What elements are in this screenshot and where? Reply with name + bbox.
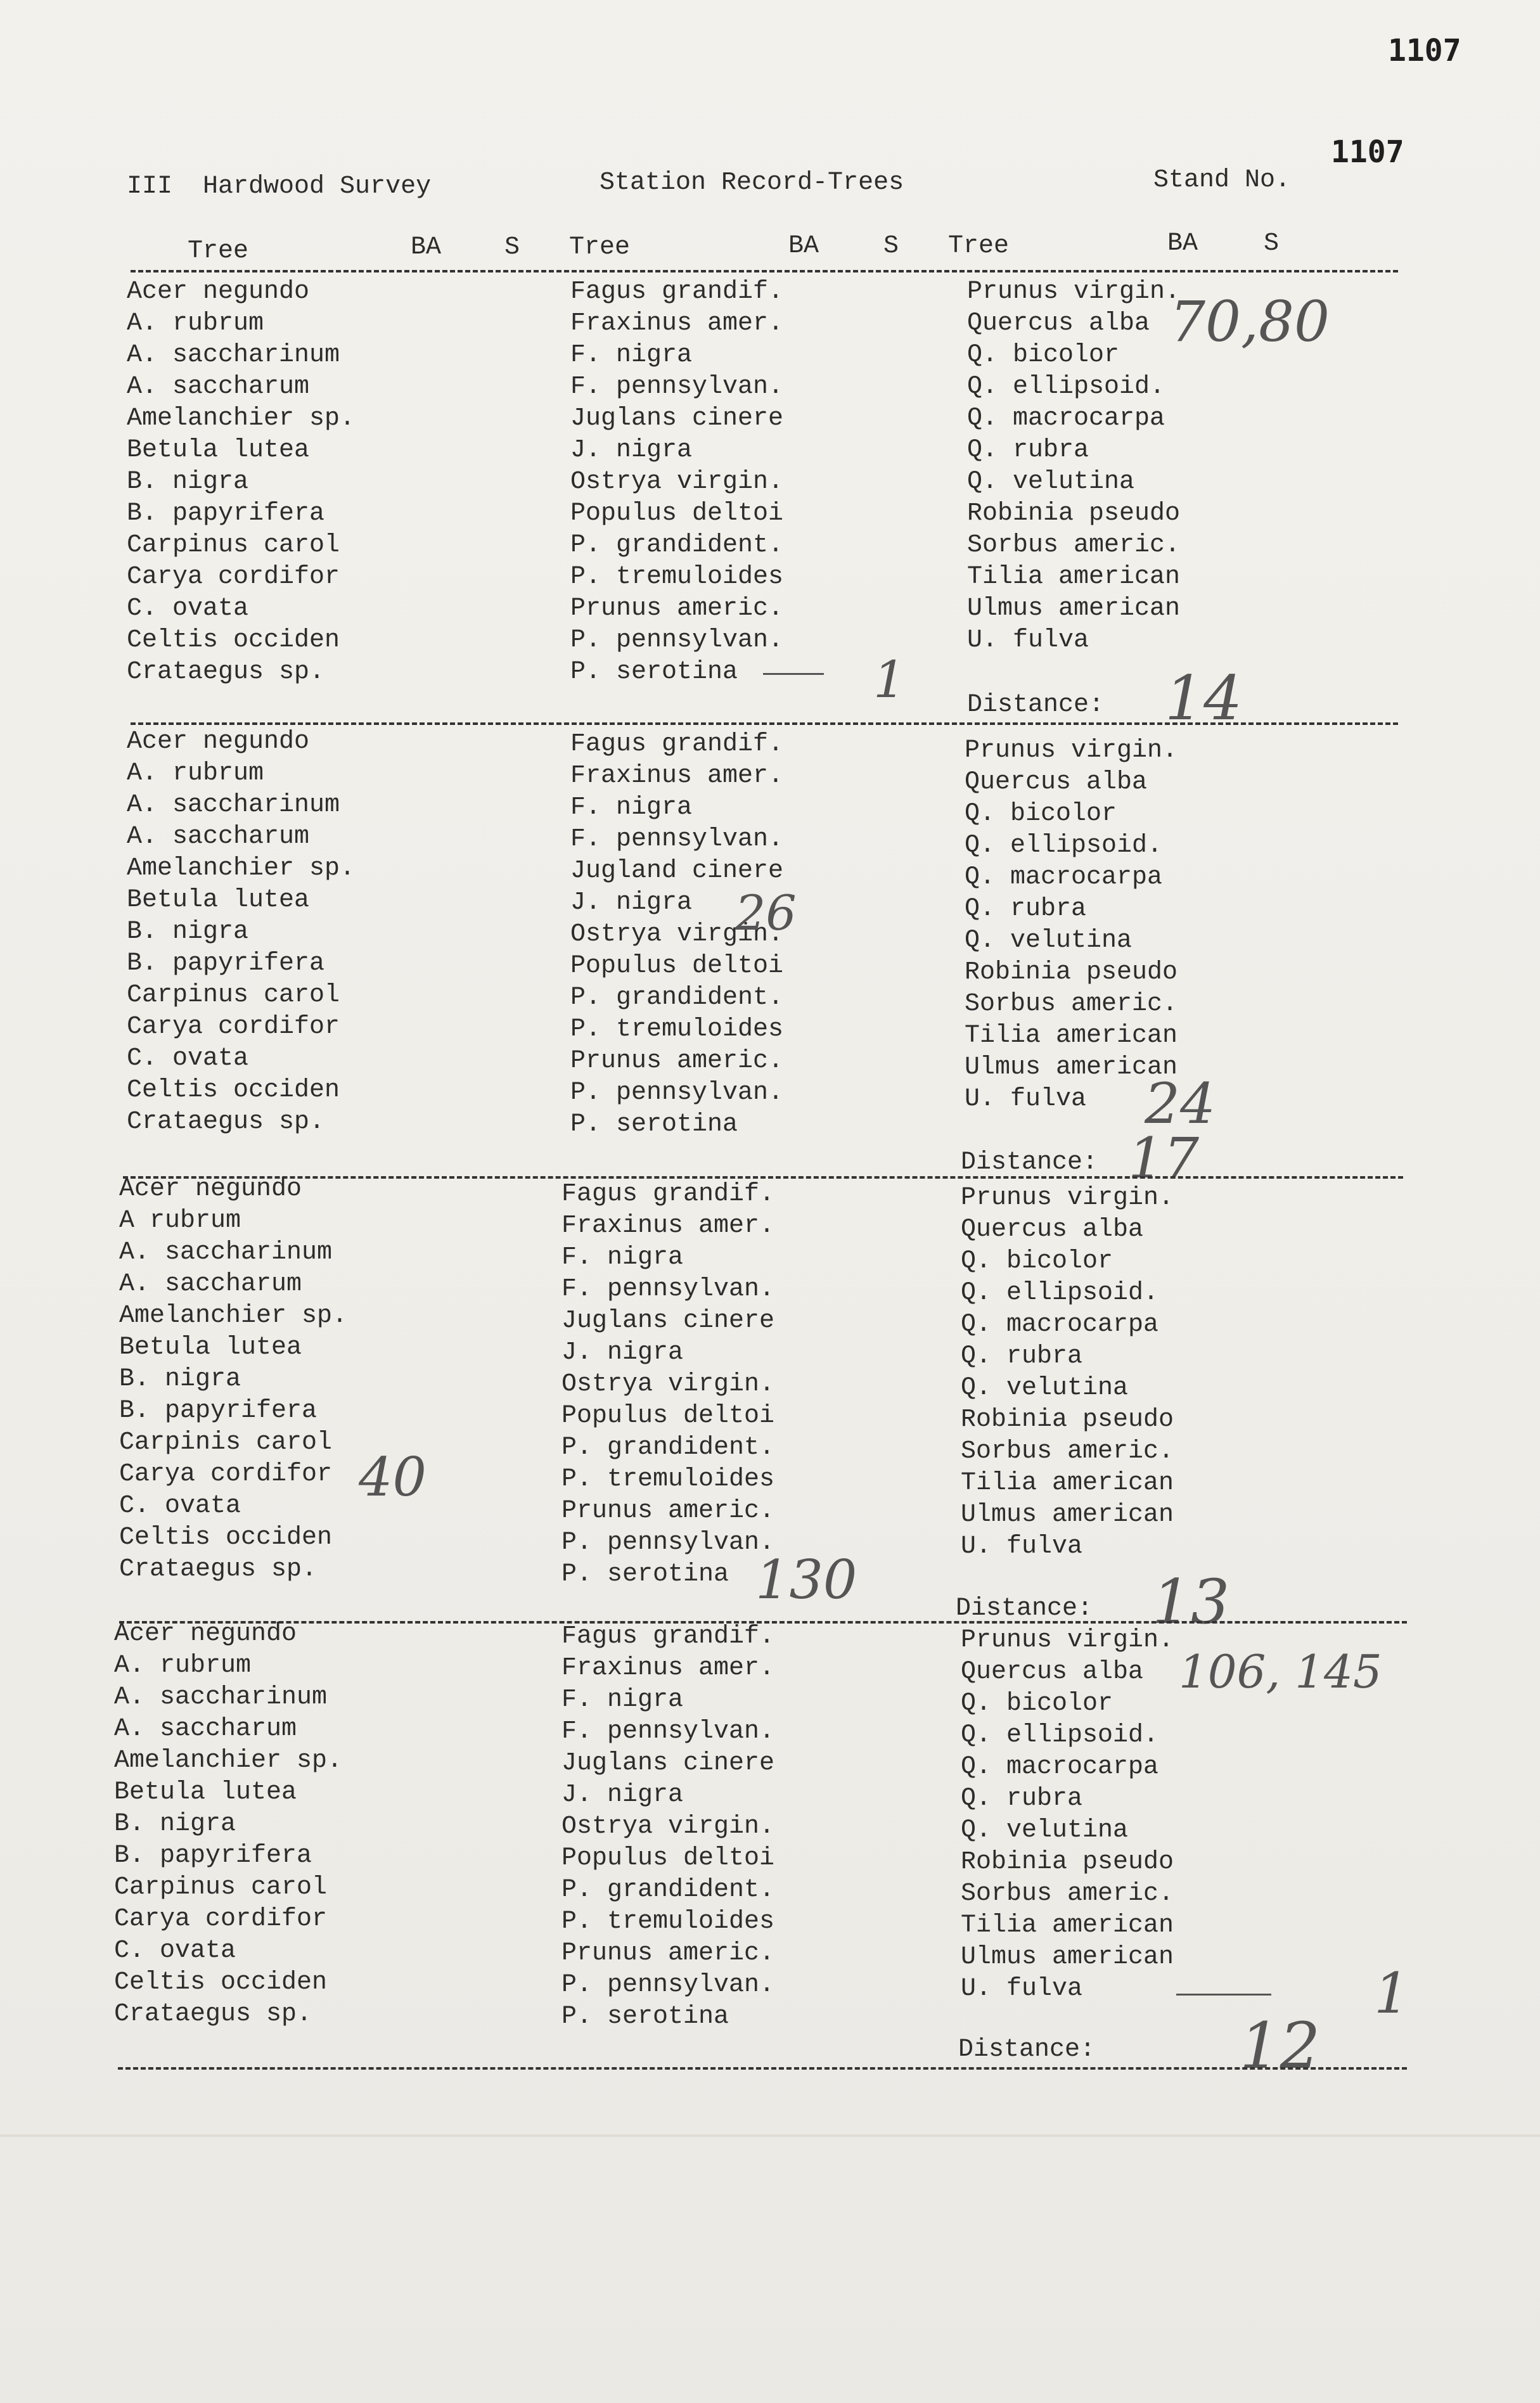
handwritten-ba-value: 70,80 — [1170, 289, 1330, 354]
species-entry: Ostrya virgin. — [561, 1370, 775, 1399]
species-entry: P. tremuloides — [570, 1015, 784, 1044]
species-entry: A. rubrum — [127, 309, 264, 338]
col1-ba-header: BA — [411, 233, 442, 262]
species-entry: C. ovata — [127, 1044, 249, 1073]
species-entry: Populus deltoi — [561, 1402, 775, 1430]
species-entry: Tilia american — [961, 1911, 1174, 1940]
handwritten-ba-value: 26 — [735, 885, 797, 941]
species-entry: Ulmus american — [965, 1053, 1178, 1082]
species-entry: P. serotina — [561, 1560, 729, 1589]
species-entry: Q. rubra — [961, 1785, 1083, 1813]
species-entry: Celtis occiden — [127, 1076, 340, 1105]
col2-s-header: S — [883, 232, 899, 260]
species-entry: Jugland cinere — [570, 857, 784, 885]
species-entry: P. pennsylvan. — [561, 1971, 775, 1999]
species-entry: A. rubrum — [127, 759, 264, 788]
species-entry: P. tremuloides — [570, 563, 784, 591]
species-entry: Amelanchier sp. — [114, 1746, 343, 1775]
species-entry: Sorbus americ. — [961, 1880, 1174, 1908]
species-entry: Prunus virgin. — [961, 1626, 1174, 1655]
station-1-distance-label: Distance: — [967, 691, 1105, 719]
species-entry: F. pennsylvan. — [561, 1717, 775, 1746]
handwritten-stroke — [1176, 1994, 1271, 1996]
species-entry: Robinia pseudo — [965, 958, 1178, 987]
species-entry: Crataegus sp. — [119, 1555, 318, 1584]
station-4-col3 — [961, 1625, 1174, 2005]
species-entry: Carya cordifor — [127, 1013, 340, 1041]
species-entry: Juglans cinere — [570, 404, 784, 433]
species-entry: Tilia american — [961, 1469, 1174, 1497]
station-4-col2 — [561, 1621, 774, 2033]
species-entry: J. nigra — [561, 1781, 684, 1809]
species-entry: Q. rubra — [961, 1342, 1083, 1371]
station-1-col2 — [570, 276, 783, 688]
species-entry: Amelanchier sp. — [127, 854, 356, 883]
station-3-distance-value: 13 — [1152, 1567, 1230, 1637]
station-1-col3 — [967, 276, 1180, 657]
species-entry: P. serotina — [561, 2003, 729, 2031]
species-entry: B. papyrifera — [127, 949, 325, 978]
species-entry: Carpinus carol — [127, 531, 340, 560]
header-divider — [131, 270, 1398, 272]
species-entry: Q. ellipsoid. — [965, 831, 1163, 860]
species-entry: C. ovata — [127, 594, 249, 623]
species-entry: Betula lutea — [114, 1778, 297, 1807]
handwritten-s-value: 1 — [1374, 1961, 1409, 2026]
species-entry: Carya cordifor — [127, 563, 340, 591]
species-entry: P. serotina — [570, 1110, 738, 1139]
species-entry: Ostrya virgin. — [570, 468, 784, 496]
species-entry: Prunus americ. — [561, 1939, 775, 1968]
species-entry: B. nigra — [114, 1810, 236, 1838]
species-entry: Juglans cinere — [561, 1307, 775, 1335]
species-entry: Fraxinus amer. — [561, 1212, 775, 1240]
species-entry: Ulmus american — [967, 594, 1181, 623]
species-entry: P. tremuloides — [561, 1465, 775, 1494]
species-entry: Populus deltoi — [561, 1844, 775, 1873]
species-entry: P. pennsylvan. — [570, 1079, 784, 1107]
stand-number-stamp: 1107 — [1331, 134, 1404, 170]
species-entry: F. nigra — [570, 341, 693, 369]
species-entry: F. pennsylvan. — [561, 1275, 775, 1304]
species-entry: Betula lutea — [127, 886, 310, 914]
species-entry: Prunus virgin. — [965, 736, 1178, 765]
station-4-distance-label: Distance: — [958, 2035, 1096, 2064]
species-entry: Q. bicolor — [961, 1247, 1113, 1276]
species-entry: Fagus grandif. — [570, 278, 784, 306]
handwritten-stroke — [763, 673, 824, 675]
species-entry: A. saccharinum — [127, 341, 340, 369]
col1-s-header: S — [504, 233, 520, 262]
species-entry: Celtis occiden — [114, 1968, 328, 1997]
species-entry: Q. velutina — [965, 926, 1133, 955]
handwritten-ba-value: 40 — [359, 1446, 427, 1508]
species-entry: Prunus virgin. — [961, 1184, 1174, 1212]
species-entry: B. nigra — [127, 918, 249, 946]
species-entry: Crataegus sp. — [114, 2000, 312, 2028]
species-entry: Crataegus sp. — [127, 1108, 325, 1136]
species-entry: Q. bicolor — [965, 800, 1117, 828]
stand-label: Stand No. — [1153, 166, 1291, 195]
col3-ba-header: BA — [1167, 229, 1198, 258]
species-entry: Carpinis carol — [119, 1428, 333, 1457]
handwritten-ba-value: 106, 145 — [1179, 1645, 1382, 1698]
species-entry: Q. macrocarpa — [967, 404, 1165, 433]
species-entry: Sorbus americ. — [965, 990, 1178, 1018]
species-entry: Prunus virgin. — [967, 278, 1181, 306]
species-entry: Q. velutina — [967, 468, 1135, 496]
species-entry: Betula lutea — [127, 436, 310, 465]
species-entry: Acer negundo — [114, 1620, 297, 1648]
species-entry: A. saccharum — [127, 823, 310, 851]
species-entry: Celtis occiden — [119, 1523, 333, 1552]
species-entry: A. saccharum — [119, 1270, 302, 1298]
station-4-col1 — [114, 1618, 342, 2030]
col2-tree-header: Tree — [569, 233, 631, 262]
species-entry: F. nigra — [561, 1243, 684, 1272]
station-divider — [118, 2067, 1407, 2070]
survey-title: III Hardwood Survey — [127, 172, 432, 201]
species-entry: A. saccharinum — [127, 791, 340, 819]
species-entry: P. tremuloides — [561, 1907, 775, 1936]
species-entry: F. pennsylvan. — [570, 825, 784, 854]
species-entry: A. saccharinum — [119, 1238, 333, 1267]
species-entry: Fraxinus amer. — [561, 1654, 775, 1682]
species-entry: Q. bicolor — [961, 1689, 1113, 1718]
species-entry: P. grandident. — [570, 984, 784, 1012]
species-entry: Prunus americ. — [561, 1497, 775, 1525]
species-entry: F. nigra — [570, 793, 693, 822]
species-entry: Fagus grandif. — [561, 1622, 775, 1651]
species-entry: U. fulva — [961, 1532, 1083, 1561]
species-entry: Acer negundo — [119, 1175, 302, 1203]
species-entry: Q. rubra — [967, 436, 1089, 465]
species-entry: A. saccharum — [127, 373, 310, 401]
species-entry: A. rubrum — [114, 1651, 252, 1680]
species-entry: Celtis occiden — [127, 626, 340, 655]
species-entry: Robinia pseudo — [961, 1848, 1174, 1876]
species-entry: Q. macrocarpa — [965, 863, 1163, 892]
species-entry: Carpinus carol — [127, 981, 340, 1009]
species-entry: Populus deltoi — [570, 952, 784, 980]
species-entry: Robinia pseudo — [967, 499, 1181, 528]
species-entry: Q. ellipsoid. — [967, 373, 1165, 401]
species-entry: Quercus alba — [967, 309, 1150, 338]
species-entry: B. papyrifera — [127, 499, 325, 528]
species-entry: Q. velutina — [961, 1816, 1129, 1845]
station-3-col1 — [119, 1174, 347, 1586]
station-2-col3 — [965, 735, 1177, 1115]
species-entry: A rubrum — [119, 1207, 241, 1235]
species-entry: Ulmus american — [961, 1501, 1174, 1529]
species-entry: Carya cordifor — [114, 1905, 328, 1933]
species-entry: Carpinus carol — [114, 1873, 328, 1902]
species-entry: Carya cordifor — [119, 1460, 333, 1489]
species-entry: Tilia american — [967, 563, 1181, 591]
handwritten-ba-value: 24 — [1145, 1071, 1216, 1136]
species-entry: Q. macrocarpa — [961, 1753, 1159, 1781]
species-entry: Q. bicolor — [967, 341, 1120, 369]
station-divider — [131, 722, 1398, 725]
station-3-col3 — [961, 1182, 1174, 1563]
species-entry: Robinia pseudo — [961, 1406, 1174, 1434]
species-entry: Ostrya virgin. — [561, 1812, 775, 1841]
species-entry: Q. ellipsoid. — [961, 1279, 1159, 1307]
species-entry: Fraxinus amer. — [570, 309, 784, 338]
station-3-col2 — [561, 1179, 774, 1591]
species-entry: Fraxinus amer. — [570, 762, 784, 790]
species-entry: C. ovata — [114, 1937, 236, 1965]
station-4-distance-value: 12 — [1240, 2009, 1321, 2083]
species-entry: Acer negundo — [127, 727, 310, 756]
species-entry: Ostrya virgin. — [570, 920, 784, 949]
species-entry: Tilia american — [965, 1022, 1178, 1050]
handwritten-ba-value: 130 — [755, 1549, 857, 1611]
species-entry: B. papyrifera — [114, 1842, 312, 1870]
species-entry: Quercus alba — [965, 768, 1148, 797]
species-entry: Quercus alba — [961, 1215, 1144, 1244]
species-entry: P. pennsylvan. — [561, 1528, 775, 1557]
station-1-distance-value: 14 — [1165, 663, 1243, 734]
species-entry: Q. velutina — [961, 1374, 1129, 1402]
species-entry: Prunus americ. — [570, 1047, 784, 1075]
species-entry: A. saccharinum — [114, 1683, 328, 1712]
station-2-distance-label: Distance: — [961, 1148, 1098, 1177]
species-entry: Fagus grandif. — [561, 1180, 775, 1208]
species-entry: U. fulva — [967, 626, 1089, 655]
species-entry: Juglans cinere — [561, 1749, 775, 1778]
species-entry: Fagus grandif. — [570, 730, 784, 759]
species-entry: J. nigra — [570, 436, 693, 465]
species-entry: Populus deltoi — [570, 499, 784, 528]
species-entry: P. serotina — [570, 658, 738, 686]
species-entry: Q. ellipsoid. — [961, 1721, 1159, 1750]
species-entry: F. nigra — [561, 1686, 684, 1714]
col3-s-header: S — [1264, 229, 1280, 258]
species-entry: B. nigra — [119, 1365, 241, 1394]
species-entry: A. saccharum — [114, 1715, 297, 1743]
station-2-distance-value: 17 — [1128, 1125, 1199, 1191]
col3-tree-header: Tree — [948, 232, 1010, 260]
species-entry: P. grandident. — [570, 531, 784, 560]
species-entry: P. pennsylvan. — [570, 626, 784, 655]
species-entry: Amelanchier sp. — [119, 1302, 348, 1330]
species-entry: U. fulva — [965, 1085, 1087, 1113]
species-entry: U. fulva — [961, 1975, 1083, 2003]
species-entry: Quercus alba — [961, 1658, 1144, 1686]
species-entry: C. ovata — [119, 1492, 241, 1520]
species-entry: Betula lutea — [119, 1333, 302, 1362]
species-entry: Acer negundo — [127, 278, 310, 306]
stamp-number-top: 1107 — [1388, 33, 1461, 68]
species-entry: P. grandident. — [561, 1433, 775, 1462]
station-2-col1 — [127, 726, 355, 1138]
species-entry: Q. rubra — [965, 895, 1087, 923]
species-entry: F. pennsylvan. — [570, 373, 784, 401]
species-entry: B. papyrifera — [119, 1397, 318, 1425]
species-entry: Prunus americ. — [570, 594, 784, 623]
species-entry: Crataegus sp. — [127, 658, 325, 686]
species-entry: Amelanchier sp. — [127, 404, 356, 433]
species-entry: Sorbus americ. — [967, 531, 1181, 560]
handwritten-s-value: 1 — [873, 650, 906, 709]
station-1-col1 — [127, 276, 355, 688]
species-entry: J. nigra — [570, 888, 693, 917]
paper-fold-line — [0, 2134, 1540, 2137]
species-entry: Sorbus americ. — [961, 1437, 1174, 1466]
species-entry: Q. macrocarpa — [961, 1310, 1159, 1339]
form-title: Station Record-Trees — [600, 169, 904, 197]
col2-ba-header: BA — [788, 232, 819, 260]
species-entry: B. nigra — [127, 468, 249, 496]
station-3-distance-label: Distance: — [956, 1594, 1093, 1623]
col1-tree-header: Tree — [188, 237, 249, 266]
species-entry: P. grandident. — [561, 1876, 775, 1904]
species-entry: Ulmus american — [961, 1943, 1174, 1971]
species-entry: J. nigra — [561, 1338, 684, 1367]
